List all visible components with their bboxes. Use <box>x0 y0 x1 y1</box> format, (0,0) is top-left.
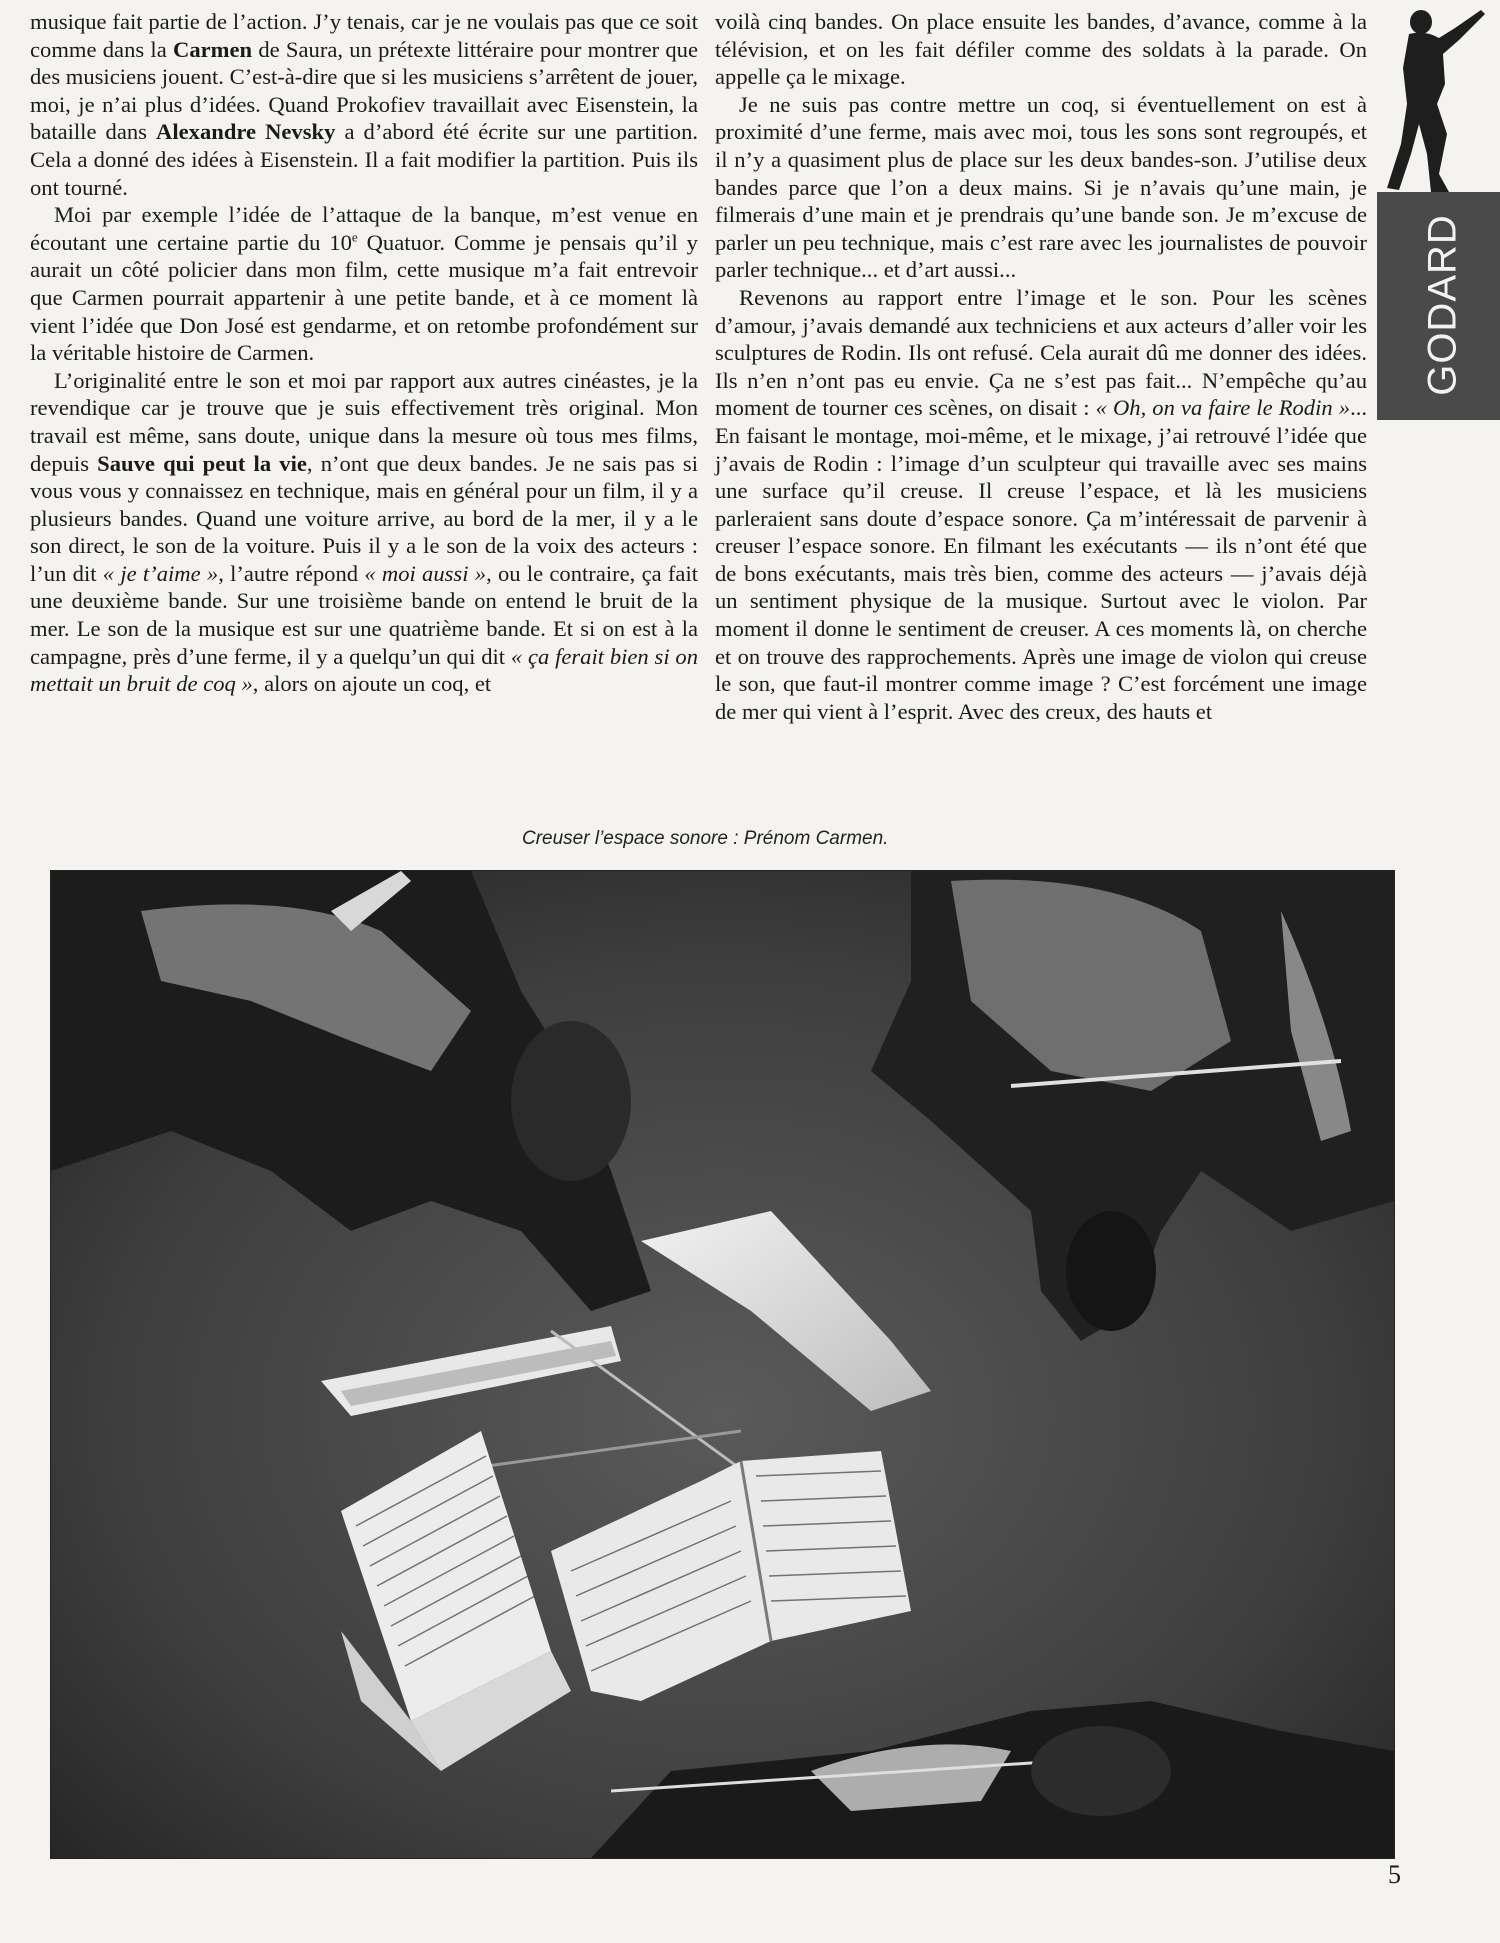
paragraph: Je ne suis pas contre mettre un coq, si éventuellement on est à proximité d’une ferme, mais avec moi, tous les sons sont regroupés, et il n’y a quasiment plus de place sur les deux bandes-son. J’utilise deux bandes parce que l’on a deux mains. Si je n’avais qu’une main, je filmerais d’une main et je prendrais qu’une bande son. Je m’excuse de parler un peu technique, mais c’est rare avec les journalistes de pouvoir parler technique... et d’art aussi... <box>715 91 1367 283</box>
paragraph: Revenons au rapport entre l’image et le son. Pour les scènes d’amour, j’avais demandé aux techniciens et aux acteurs d’aller voir les sculptures de Rodin. Ils ont refusé. Cela aurait dû me donner des idées. Ils n’en n’ont pas eu envie. Ça ne s’est pas fait... N’empêche qu’au moment de tourner ces scènes, on disait : « Oh, on va faire le Rodin »... En faisant le montage, moi-même, et le mixage, j’ai retrouvé l’idée que j’avais de Rodin : l’image d’un sculpteur qui travaille avec ses mains une surface qu’il creuse. Il creuse l’espace, et là les musiciens parleraient sans doute d’espace sonore. Ça m’intéressait de parvenir à creuser l’espace sonore. En filmant les exécutants — ils n’ont été que de bons exécutants, mais très bien, comme des acteurs — j’avais déjà un sentiment physique de la musique. Surtout avec le violon. Par moment il donne le sentiment de creuser. A ces moments là, on cherche et on trouve des rapprochements. Après une image de violon qui creuse le son, que faut-il montrer comme image ? C’est forcément une image de mer qui vient à l’esprit. Avec des creux, des hauts et <box>715 284 1368 724</box>
photo-musicians-sheet-music <box>50 870 1395 1859</box>
paragraph: voilà cinq bandes. On place ensuite les bandes, d’avance, comme à la télévision, et on les fait défiler comme des soldats à la parade. On appelle ça le mixage. <box>715 9 1367 90</box>
photo-caption: Creuser l’espace sonore : Prénom Carmen. <box>522 828 889 849</box>
paragraph: musique fait partie de l’action. J’y tenais, car je ne voulais pas que ce soit comme dans la Carmen de Saura, un prétexte littéraire pour montrer que des musiciens jouent. C’est-à-dire que si les musiciens s’arrêtent de jouer, moi, je n’ai plus d’idées. Quand Prokofiev travaillait avec Eisenstein, la bataille dans Alexandre Nevsky a d’abord été écrite sur une partition. Cela a donné des idées à Eisenstein. Il a fait modifier la partition. Puis ils ont tourné. <box>30 9 699 200</box>
paragraph: L’originalité entre le son et moi par rapport aux autres cinéastes, je la revendique car je trouve que je suis effectivement très original. Mon travail est même, sans doute, unique dans la mesure où tous mes films, depuis Sauve qui peut la vie, n’ont que deux bandes. Je ne sais pas si vous vous y connaissez en technique, mais en général pour un film, il y a plusieurs bandes. Quand une voiture arrive, au bord de la mer, il y a le son direct, le son de la voiture. Puis il y a le son de la voix des acteurs : l’un dit « je t’aime », l’autre répond « moi aussi », ou le contraire, ça fait une deuxième bande. Sur une troisième bande on entend le bruit de la mer. Le son de la musique est sur une quatrième bande. Et si on est à la campagne, près d’une ferme, il y a quelqu’un qui dit « ça ferait bien si on mettait un bruit de coq », alors on ajoute un coq, et <box>30 367 699 697</box>
silhouette-figure-icon <box>1385 4 1495 194</box>
paragraph: Moi par exemple l’idée de l’attaque de la banque, m’est venue en écoutant une certaine partie du 10e Quatuor. Comme je pensais qu’il y aurait un côté policier dans mon film, cette musique m’a fait entrevoir que Carmen pourrait appartenir à une petite bande, et à ce moment là vient l’idée que Don José est gendarme, et on retombe profondément sur la véritable histoire de Carmen. <box>30 202 698 366</box>
article-column-right <box>715 8 1367 725</box>
section-tab-label: GODARD <box>1420 214 1465 396</box>
article-column-left <box>30 8 698 698</box>
page-number: 5 <box>1388 1860 1401 1889</box>
